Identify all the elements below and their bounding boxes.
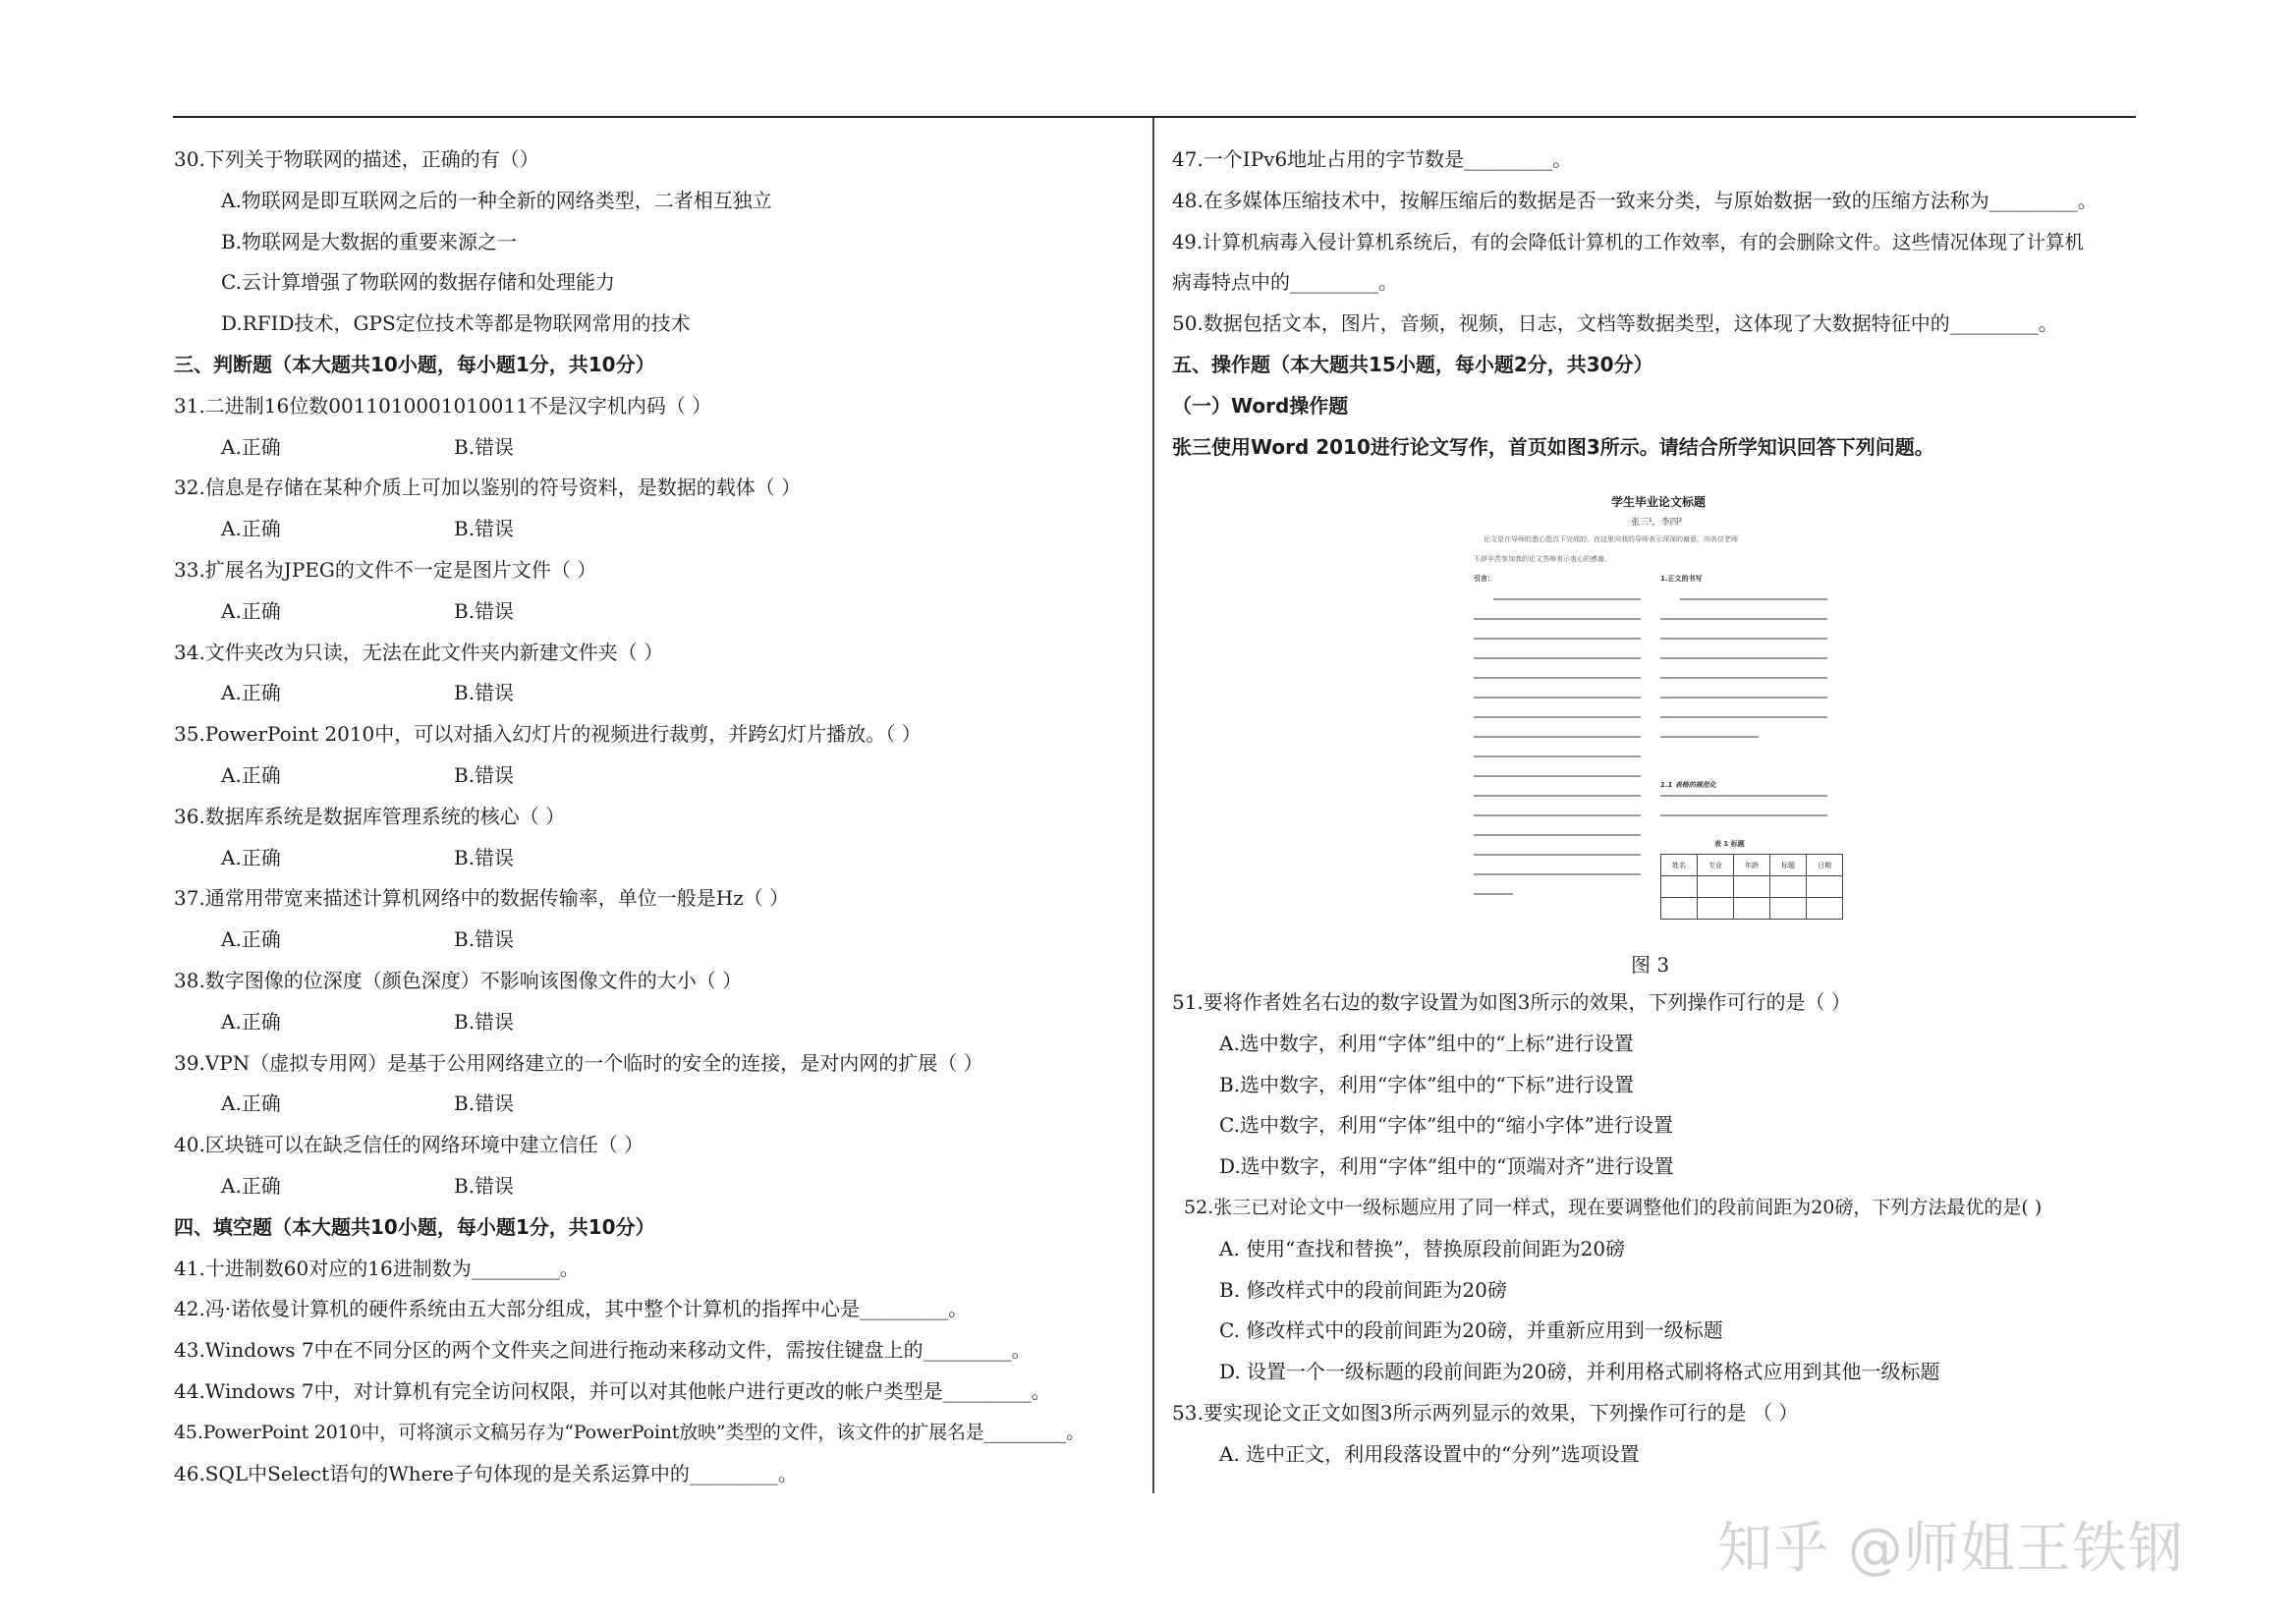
q34-options — [174, 673, 1142, 714]
figure-caption: 图 3 — [1631, 953, 1670, 977]
question-39: 39.VPN（虚拟专用网）是基于公用网络建立的一个临时的安全的连接，是对内网的扩展（ ） — [174, 1050, 983, 1075]
option-false: B.错误 — [454, 1173, 515, 1198]
option-false: B.错误 — [454, 681, 515, 705]
section-4-heading: 四、填空题（本大题共10小题，每小题1分，共10分） — [174, 1214, 655, 1239]
figure-table — [1660, 854, 1843, 920]
figure-ack-line1: 论文是在导师的悉心指点下完成的，在这里向我的导师表示深深的谢意，向各位老师 — [1484, 535, 1738, 543]
question-49-line2: 病毒特点中的_________。 — [1172, 270, 1398, 295]
option-true: A.正确 — [221, 845, 281, 869]
option-false: B.错误 — [454, 927, 515, 952]
figure-title: 学生毕业论文标题 — [1611, 495, 1707, 509]
q51-option-c: C.选中数字，利用“字体”组中的“缩小字体”进行设置 — [1219, 1113, 1673, 1138]
figure-text-line — [1660, 716, 1827, 718]
figure-text-line — [1660, 677, 1827, 679]
table-cell — [1698, 876, 1734, 898]
table-cell — [1661, 876, 1698, 898]
question-50: 50.数据包括文本，图片，音频，视频，日志，文档等数据类型，这体现了大数据特征中的_________。 — [1172, 311, 2058, 336]
figure-text-line — [1474, 638, 1641, 640]
figure-text-line — [1474, 736, 1641, 738]
figure-text-line — [1474, 677, 1641, 679]
question-32: 32.信息是存储在某种介质上可加以鉴别的符号资料，是数据的载体（ ） — [174, 476, 802, 500]
question-34: 34.文件夹改为只读，无法在此文件夹内新建文件夹（ ） — [174, 640, 664, 664]
question-33: 33.扩展名为JPEG的文件不一定是图片文件（ ） — [174, 557, 597, 582]
figure-text-line — [1474, 775, 1641, 777]
top-rule — [173, 116, 2136, 118]
option-true: A.正确 — [221, 517, 281, 541]
table-cell — [1770, 898, 1807, 920]
q30-option-a: A.物联网是即互联网之后的一种全新的网络类型，二者相互独立 — [221, 188, 772, 212]
right-column-lower — [1172, 982, 2140, 1476]
section-5-heading: 五、操作题（本大题共15小题，每小题2分，共30分） — [1172, 352, 1653, 376]
figure-text-line — [1474, 834, 1641, 836]
figure-intro-label: 引言： — [1474, 575, 1494, 583]
table-cell — [1807, 876, 1843, 898]
table-header-cell: 标题 — [1770, 855, 1807, 876]
option-false: B.错误 — [454, 598, 515, 623]
option-true: A.正确 — [221, 1173, 281, 1198]
figure-text-line — [1660, 638, 1827, 640]
q35-options — [174, 756, 1142, 797]
figure-text-line — [1474, 756, 1641, 757]
figure-text-line — [1660, 795, 1827, 797]
table-cell — [1770, 876, 1807, 898]
table-header-cell: 姓名 — [1661, 855, 1698, 876]
question-43: 43.Windows 7中在不同分区的两个文件夹之间进行拖动来移动文件，需按住键盘上的_________。 — [174, 1338, 1032, 1363]
q37-options — [174, 920, 1142, 961]
table-cell — [1698, 898, 1734, 920]
q52-option-d: D. 设置一个一级标题的段前间距为20磅，并利用格式刷将格式应用到其他一级标题 — [1219, 1360, 1940, 1384]
q52-option-a: A. 使用“查找和替换”，替换原段前间距为20磅 — [1219, 1236, 1626, 1260]
question-40: 40.区块链可以在缺乏信任的网络环境中建立信任（ ） — [174, 1133, 644, 1157]
question-36: 36.数据库系统是数据库管理系统的核心（ ） — [174, 804, 566, 828]
q51-option-a: A.选中数字，利用“字体”组中的“上标”进行设置 — [1219, 1031, 1634, 1055]
option-false: B.错误 — [454, 517, 515, 541]
question-38: 38.数字图像的位深度（颜色深度）不影响该图像文件的大小（ ） — [174, 968, 743, 992]
figure-ack-line2: 不辞辛苦参加我的论文答辩表示衷心的感谢。 — [1474, 555, 1611, 563]
option-true: A.正确 — [221, 434, 281, 459]
figure-text-line — [1474, 657, 1641, 659]
question-51: 51.要将作者姓名右边的数字设置为如图3所示的效果，下列操作可行的是（ ） — [1172, 990, 1851, 1014]
question-31: 31.二进制16位数0011010001010011不是汉字机内码（ ） — [174, 393, 712, 418]
right-column — [1172, 140, 2140, 468]
figure-text-line — [1660, 697, 1827, 699]
table-header-cell: 日期 — [1807, 855, 1843, 876]
question-30: 30.下列关于物联网的描述，正确的有（） — [174, 147, 539, 171]
q30-option-b: B.物联网是大数据的重要来源之一 — [221, 229, 518, 253]
figure-text-line — [1493, 598, 1641, 600]
figure-heading-1: 1.正文的书写 — [1660, 575, 1703, 583]
q33-options — [174, 591, 1142, 633]
option-false: B.错误 — [454, 1091, 515, 1116]
option-false: B.错误 — [454, 1009, 515, 1034]
table-cell — [1734, 876, 1770, 898]
table-cell — [1661, 898, 1698, 920]
subsection-word: （一）Word操作题 — [1172, 393, 1349, 418]
q31-options — [174, 427, 1142, 469]
option-true: A.正确 — [221, 927, 281, 952]
question-52: 52.张三已对论文中一级标题应用了同一样式，现在要调整他们的段前间距为20磅，下列方法最优的是( ) — [1184, 1196, 2043, 1218]
option-false: B.错误 — [454, 845, 515, 869]
figure-authors: 张三¹，李四² — [1631, 518, 1683, 528]
question-47: 47.一个IPv6地址占用的字节数是_________。 — [1172, 147, 1573, 171]
question-44: 44.Windows 7中，对计算机有完全访问权限，并可以对其他帐户进行更改的帐户类型是_________。 — [174, 1378, 1051, 1403]
figure-text-line — [1474, 854, 1641, 856]
figure-text-line — [1474, 873, 1641, 875]
q52-option-b: B. 修改样式中的段前间距为20磅 — [1219, 1277, 1507, 1302]
figure-text-line — [1660, 657, 1827, 659]
question-49-line1: 49.计算机病毒入侵计算机系统后，有的会降低计算机的工作效率，有的会删除文件。这些情况体现了计算机 — [1172, 230, 2085, 253]
table-cell — [1807, 898, 1843, 920]
figure-text-line — [1660, 736, 1759, 738]
q40-options — [174, 1166, 1142, 1207]
figure-text-line — [1660, 814, 1827, 816]
left-column — [174, 140, 1142, 1494]
figure-text-line — [1474, 795, 1641, 797]
option-false: B.错误 — [454, 762, 515, 787]
figure-3-thumbnail — [1464, 478, 1847, 921]
figure-text-line — [1660, 618, 1827, 620]
figure-table-caption: 表 1 标题 — [1714, 840, 1745, 848]
question-41: 41.十进制数60对应的16进制数为_________。 — [174, 1256, 580, 1280]
q51-option-b: B.选中数字，利用“字体”组中的“下标”进行设置 — [1219, 1072, 1634, 1096]
column-divider — [1152, 118, 1154, 1493]
figure-heading-1-1: 1.1 表格的规范化 — [1660, 781, 1716, 789]
figure-text-line — [1474, 697, 1641, 699]
table-header-cell: 专业 — [1698, 855, 1734, 876]
q38-options — [174, 1002, 1142, 1043]
option-true: A.正确 — [221, 598, 281, 623]
q53-option-a: A. 选中正文，利用段落设置中的“分列”选项设置 — [1219, 1441, 1640, 1466]
question-46: 46.SQL中Select语句的Where子句体现的是关系运算中的_________。 — [174, 1461, 798, 1485]
option-true: A.正确 — [221, 681, 281, 705]
word-intro: 张三使用Word 2010进行论文写作，首页如图3所示。请结合所学知识回答下列问题。 — [1172, 434, 1934, 459]
figure-text-line — [1680, 598, 1827, 600]
table-header-cell: 年龄 — [1734, 855, 1770, 876]
question-37: 37.通常用带宽来描述计算机网络中的数据传输率，单位一般是Hz（ ） — [174, 886, 790, 911]
option-true: A.正确 — [221, 1091, 281, 1116]
figure-text-line — [1474, 893, 1513, 895]
figure-text-line — [1474, 618, 1641, 620]
question-48: 48.在多媒体压缩技术中，按解压缩后的数据是否一致来分类，与原始数据一致的压缩方法称为_________。 — [1172, 188, 2098, 212]
watermark: 知乎 @师姐王铁钢 — [1717, 1517, 2184, 1581]
figure-text-line — [1474, 814, 1641, 816]
q30-option-c: C.云计算增强了物联网的数据存储和处理能力 — [221, 270, 615, 295]
question-45: 45.PowerPoint 2010中，可将演示文稿另存为“PowerPoint放映”类型的文件，该文件的扩展名是_________。 — [174, 1421, 1086, 1443]
q51-option-d: D.选中数字，利用“字体”组中的“顶端对齐”进行设置 — [1219, 1154, 1674, 1179]
q52-option-c: C. 修改样式中的段前间距为20磅，并重新应用到一级标题 — [1219, 1318, 1723, 1343]
option-false: B.错误 — [454, 434, 515, 459]
section-3-heading: 三、判断题（本大题共10小题，每小题1分，共10分） — [174, 352, 655, 376]
question-53: 53.要实现论文正文如图3所示两列显示的效果，下列操作可行的是 （ ） — [1172, 1400, 1799, 1425]
question-42: 42.冯·诺依曼计算机的硬件系统由五大部分组成，其中整个计算机的指挥中心是_________。 — [174, 1297, 969, 1321]
q30-option-d: D.RFID技术，GPS定位技术等都是物联网常用的技术 — [221, 311, 691, 336]
q36-options — [174, 838, 1142, 879]
table-cell — [1734, 898, 1770, 920]
q32-options — [174, 509, 1142, 550]
option-true: A.正确 — [221, 1009, 281, 1034]
question-35: 35.PowerPoint 2010中，可以对插入幻灯片的视频进行裁剪，并跨幻灯片播放。（ ） — [174, 722, 922, 747]
figure-text-line — [1474, 716, 1641, 718]
q39-options — [174, 1084, 1142, 1125]
option-true: A.正确 — [221, 762, 281, 787]
